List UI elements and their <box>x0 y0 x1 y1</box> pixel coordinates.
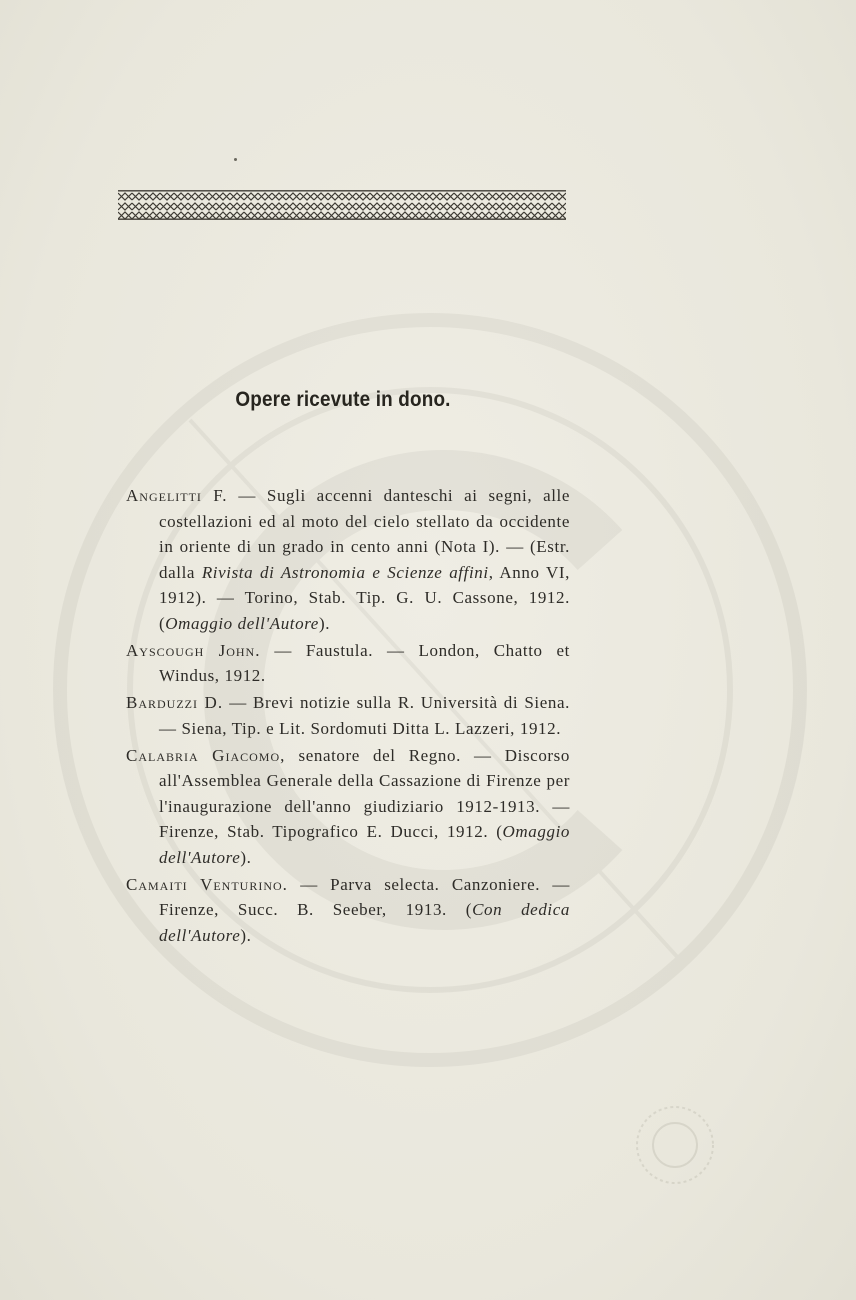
entry-author: Camaiti Venturino. <box>126 874 288 894</box>
entry-text: senatore del Regno. — Discorso all'Assemblea Generale della Cassazione di Firenze per l'inaugurazione dell'anno giudiziario 1912-1913. — Firenze, Stab. Tipografico E. Ducci, 1912. ( <box>159 745 570 841</box>
entry-author: Barduzzi D. <box>126 693 224 712</box>
bibliography-entry <box>126 483 570 636</box>
bibliography-list <box>126 483 570 950</box>
entry-text: — Parva selecta. Canzoniere. — Firenze, Succ. B. Seeber, 1913. ( <box>159 874 570 919</box>
bibliography-entry <box>126 872 570 949</box>
bibliography-entry <box>126 690 570 741</box>
entry-text: ). <box>240 847 252 867</box>
entry-italic-text: Omaggio dell'Autore <box>159 822 570 867</box>
entry-text: , Anno VI, 1912). — Torino, Stab. Tip. G. U. Cassone, 1912. ( <box>159 562 570 633</box>
entry-text: ). <box>318 613 331 633</box>
bibliography-entry <box>126 638 570 689</box>
entry-italic-text: Omaggio dell'Autore <box>165 613 319 633</box>
entry-text: — Brevi notizie sulla R. Università di Siena. — Siena, Tip. e Lit. Sordomuti Ditta L. Lazzeri, 1912. <box>159 693 570 738</box>
library-stamp-icon <box>630 1100 720 1190</box>
entry-text: ). <box>240 925 252 945</box>
entry-author: Ayscough John. <box>126 640 261 660</box>
entry-text: — Faustula. — London, Chatto et Windus, 1912. <box>159 640 570 685</box>
entry-italic-text: Rivista di Astronomia e Scienze affini <box>201 562 489 582</box>
entry-text: — Sugli accenni danteschi ai segni, alle costellazioni ed al moto del cielo stellato da occidente in oriente di un grado in cento anni (Nota I). — (Estr. dalla <box>159 486 571 582</box>
ink-speck <box>234 158 237 161</box>
page-title: Opere ricevute in dono. <box>235 388 451 411</box>
decorative-border-ornament <box>118 190 566 220</box>
entry-author: Calabria Giacomo, <box>126 745 286 765</box>
bibliography-entry <box>126 743 570 871</box>
entry-italic-text: Con dedica dell'Autore <box>159 900 570 945</box>
entry-author: Angelitti F. <box>126 486 228 505</box>
